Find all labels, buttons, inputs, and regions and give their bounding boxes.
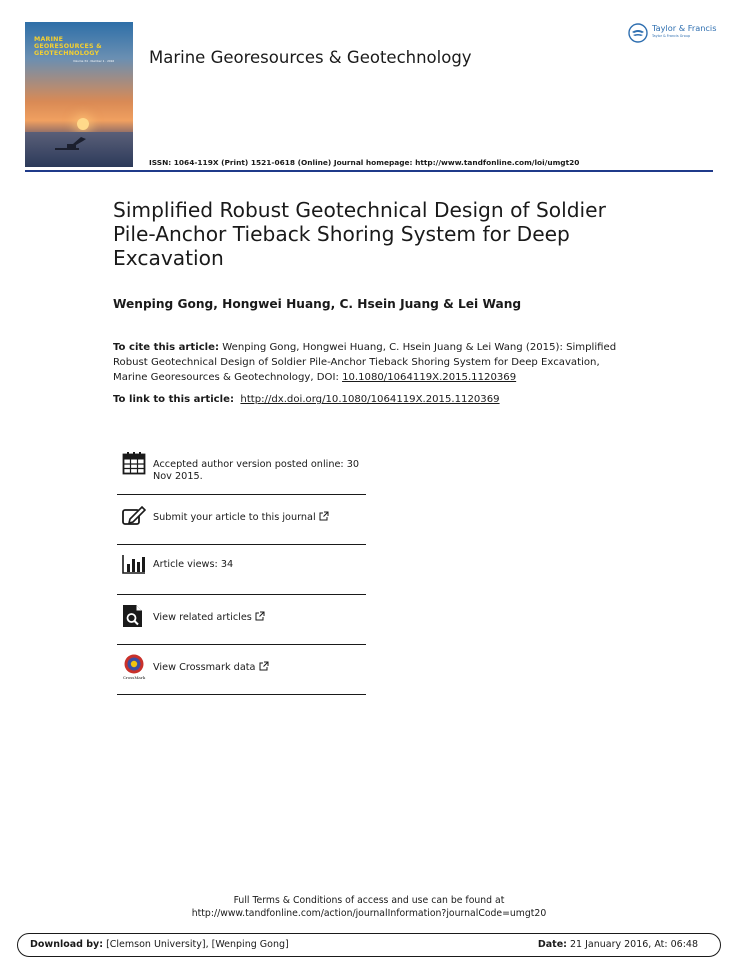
view-related-link[interactable] <box>153 611 365 624</box>
citation-text: Wenping Gong, Hongwei Huang, C. Hsein Juang & Lei Wang (2015): Simplified Robust Geotechnical Design of Soldier Pile-Anchor Tieback Shoring System for Deep Excavation, Marine Georesources & Geotechnology, DOI: <box>113 342 617 383</box>
citation-block <box>113 340 633 385</box>
header-divider <box>25 170 713 172</box>
calendar-icon <box>122 451 146 475</box>
external-link-icon <box>255 611 265 621</box>
submit-article-label: Submit your article to this journal <box>153 512 316 523</box>
journal-cover-image <box>25 22 133 167</box>
view-crossmark-label: View Crossmark data <box>153 662 256 673</box>
article-authors: Wenping Gong, Hongwei Huang, C. Hsein Juang & Lei Wang <box>113 297 522 311</box>
cover-title-line: GEOTECHNOLOGY <box>34 50 100 57</box>
view-related-label: View related articles <box>153 612 252 623</box>
cover-title <box>34 36 129 57</box>
citation-label: To cite this article: <box>113 342 220 353</box>
submit-article-link[interactable] <box>153 511 365 524</box>
taylor-francis-logo-icon <box>628 23 648 43</box>
list-item-submit[interactable] <box>117 495 366 545</box>
article-metrics-list <box>117 445 366 695</box>
list-item-crossmark[interactable] <box>117 645 366 695</box>
terms-url-link[interactable]: http://www.tandfonline.com/action/journalInformation?journalCode=umgt20 <box>191 908 547 919</box>
list-item-related[interactable] <box>117 595 366 645</box>
article-views-text: Article views: 34 <box>153 559 234 570</box>
download-by-value: [Clemson University], [Wenping Gong] <box>103 939 289 950</box>
article-link-label: To link to this article: <box>113 394 234 405</box>
download-date-label: Date: <box>537 939 567 950</box>
download-by <box>30 939 289 950</box>
citation-doi-link[interactable]: 10.1080/1064119X.2015.1120369 <box>342 372 517 383</box>
accepted-date-text: Accepted author version posted online: 30 Nov 2015. <box>153 459 360 482</box>
download-date-value: 21 January 2016, At: 06:48 <box>566 939 698 950</box>
crossmark-caption: CrossMark <box>122 675 146 680</box>
publisher-name: Taylor & Francis <box>652 23 717 33</box>
view-crossmark-link[interactable] <box>153 661 365 674</box>
list-item-accepted <box>117 445 366 495</box>
edit-icon <box>122 506 146 526</box>
issn-homepage-line: ISSN: 1064-119X (Print) 1521-0618 (Online) Journal homepage: http://www.tandfonline.com/loi/umgt20 <box>149 158 580 167</box>
journal-name[interactable]: Marine Georesources & Geotechnology <box>149 48 472 67</box>
cover-subtitle: Volume 34 · Number 1 · 2016 <box>73 59 115 63</box>
article-doi-url-link[interactable]: http://dx.doi.org/10.1080/1064119X.2015.1120369 <box>240 394 500 405</box>
list-item-views <box>117 545 366 595</box>
publisher-group: Taylor & Francis Group <box>652 34 691 38</box>
download-by-label: Download by: <box>30 939 104 950</box>
article-link-block <box>113 394 500 405</box>
crossmark-icon <box>122 653 146 681</box>
publisher-logo[interactable] <box>628 22 718 44</box>
external-link-icon <box>319 511 329 521</box>
download-date <box>538 939 698 950</box>
excavator-silhouette-icon <box>53 136 89 150</box>
related-search-icon <box>122 604 144 628</box>
terms-line: Full Terms & Conditions of access and use can be found at <box>233 895 505 906</box>
external-link-icon <box>259 661 269 671</box>
bar-chart-icon <box>122 554 146 574</box>
download-info-bar <box>17 933 721 957</box>
article-title: Simplified Robust Geotechnical Design of Soldier Pile-Anchor Tieback Shoring System for Deep Excavation <box>113 198 606 270</box>
cover-title-line: GEORESOURCES & <box>34 43 102 50</box>
terms-notice <box>0 894 738 920</box>
cover-sun <box>77 118 89 130</box>
cover-title-line: MARINE <box>34 36 64 43</box>
